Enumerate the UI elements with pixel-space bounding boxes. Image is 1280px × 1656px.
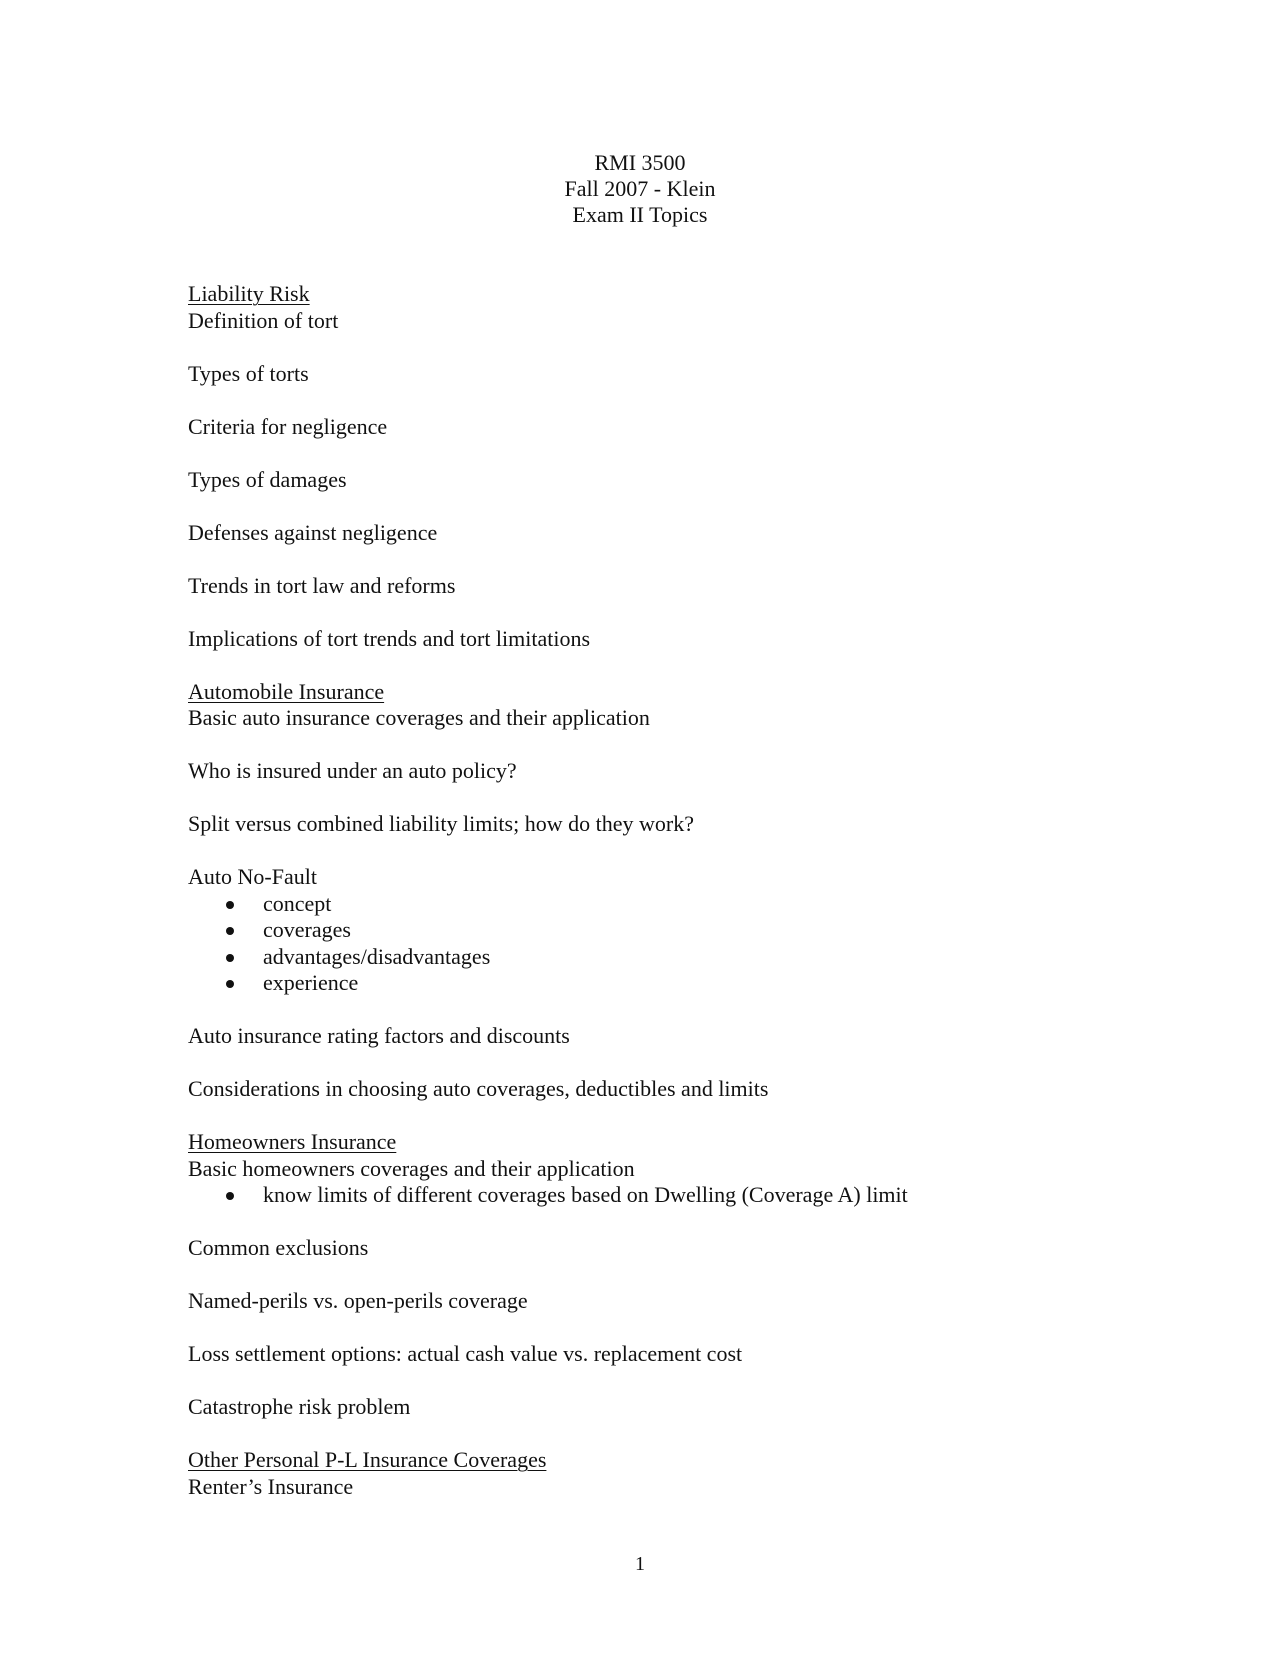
topic-item: Types of damages xyxy=(188,466,347,492)
topic-item: Definition of tort xyxy=(188,307,339,333)
bullet-item xyxy=(188,1182,1138,1209)
topic-item: Trends in tort law and reforms xyxy=(188,572,456,598)
topic-item: Renter’s Insurance xyxy=(188,1473,354,1499)
bullet-icon xyxy=(226,954,234,962)
topic-item: Basic homeowners coverages and their application xyxy=(188,1155,635,1181)
topic-item: Basic auto insurance coverages and their application xyxy=(188,705,650,730)
section-heading-homeowners: Homeowners Insurance xyxy=(188,1129,397,1154)
section-heading-auto: Automobile Insurance xyxy=(188,678,385,704)
topic-item: Defenses against negligence xyxy=(188,519,438,545)
bullet-item xyxy=(188,891,1138,918)
topic-item: Who is insured under an auto policy? xyxy=(188,758,517,783)
page-number: 1 xyxy=(635,1553,645,1575)
homeowners-bullet-list xyxy=(188,1182,1138,1209)
topic-item: Split versus combined liability limits; how do they work? xyxy=(188,811,694,836)
topics-list xyxy=(188,281,1138,1500)
bullet-text: coverages xyxy=(263,917,351,942)
bullet-icon xyxy=(226,980,234,988)
bullet-icon xyxy=(226,1192,234,1200)
document-header xyxy=(0,150,1280,228)
topic-item: Common exclusions xyxy=(188,1235,369,1260)
term-instructor: Fall 2007 - Klein xyxy=(564,176,716,201)
topic-item: Implications of tort trends and tort limitations xyxy=(188,625,591,651)
nofault-bullet-list xyxy=(188,891,1138,997)
bullet-icon xyxy=(226,927,234,935)
topic-item: Loss settlement options: actual cash value vs. replacement cost xyxy=(188,1341,743,1366)
document-title: Exam II Topics xyxy=(572,202,708,227)
section-heading-liability: Liability Risk xyxy=(188,281,310,306)
topic-item: Criteria for negligence xyxy=(188,413,388,439)
bullet-text: experience xyxy=(263,970,359,995)
course-code: RMI 3500 xyxy=(594,150,686,175)
bullet-item xyxy=(188,944,1138,971)
topic-item: Catastrophe risk problem xyxy=(188,1394,411,1419)
bullet-item xyxy=(188,917,1138,944)
bullet-text: advantages/disadvantages xyxy=(263,943,491,969)
section-heading-other: Other Personal P-L Insurance Coverages xyxy=(188,1447,547,1472)
topic-item: Named-perils vs. open-perils coverage xyxy=(188,1288,528,1313)
bullet-item xyxy=(188,970,1138,997)
bullet-icon xyxy=(226,901,234,909)
topic-item: Auto No-Fault xyxy=(188,864,317,889)
topic-item: Types of torts xyxy=(188,360,309,386)
bullet-text: know limits of different coverages based on Dwelling (Coverage A) limit xyxy=(263,1182,908,1207)
bullet-text: concept xyxy=(263,890,332,916)
topic-item: Auto insurance rating factors and discounts xyxy=(188,1023,570,1048)
topic-item: Considerations in choosing auto coverages, deductibles and limits xyxy=(188,1076,769,1101)
